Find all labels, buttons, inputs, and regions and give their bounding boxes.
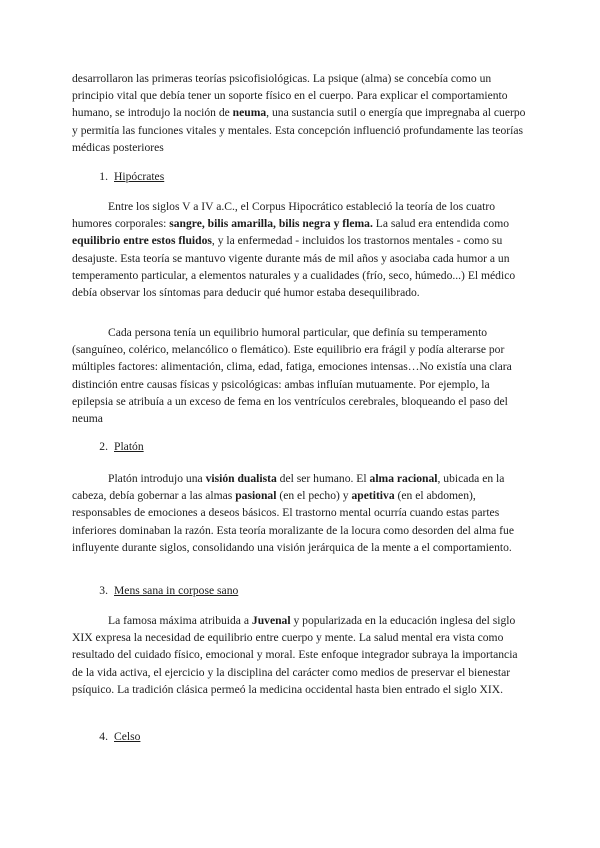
section-number: 4. — [99, 730, 108, 743]
section-title: Platón — [114, 440, 144, 453]
text-run: La famosa máxima atribuida a — [108, 614, 252, 627]
text-run: La salud era entendida como — [372, 217, 510, 231]
section-number: 3. — [99, 584, 108, 597]
text-run: (en el abdomen), responsables de emociones a deseos básicos. El trastorno mental ocurría cuando estas partes inferiores dominaban la razón. Esta teoría moralizante de la locura como desorden del alma fue influyente durante siglos, consolidando una visión jerárquica de la mente a el comportamiento. — [72, 489, 514, 554]
text-run: , y la enfermedad - incluidos los trastornos mentales - como su desajuste. Esta teoría se mantuvo vigente durante más de mil años y asociaba cada humor a un temperamento particular, a elementos naturales y a cualidades (frío, seco, húmedo...) El médico debía observar los síntomas para deducir qué humor estaba desequilibrado. — [72, 234, 516, 300]
section-number: 1. — [99, 170, 108, 183]
bold-run: alma racional — [369, 472, 438, 485]
section-title: Hipócrates — [114, 170, 165, 183]
bold-run: equilibrio entre estos fluidos — [72, 234, 212, 248]
section-1-paragraph-2 — [72, 324, 528, 427]
text-run: Platón introdujo una — [108, 472, 206, 485]
text-run: Cada persona tenía un equilibrio humoral particular, que definía su temperamento (sanguíneo, colérico, melancólico o flemático). Este equilibrio era frágil y podía alterarse por múltiples factores: alimentación, clima, edad, fatiga, emociones intensas…No existía una clara distinción entre causas físicas y psicológicas: ambas influían mutuamente. Por ejemplo, la epilepsia se atribuía a un exceso de fema en los ventrículos cerebrales, bloqueando el paso del neuma — [72, 326, 512, 426]
text-run: , ubicada en la cabeza, debía gobernar a las almas — [72, 472, 505, 503]
intro-text-2: , una sustancia sutil o energía que impregnaba al cuerpo y permitía las funciones vitales y mentales. Esta concepción influenció profundamente las teorías médicas posteriores — [72, 106, 526, 154]
section-title: Celso — [114, 730, 141, 743]
section-1-paragraph-1 — [72, 198, 528, 301]
section-title: Mens sana in corpose sano — [114, 584, 239, 597]
text-run: (en el pecho) y — [276, 489, 352, 503]
text-run: y popularizada en la educación inglesa del siglo XIX expresa la necesidad de equilibrio entre cuerpo y mente. La salud mental era vista como resultado del cuidado físico, emocional y moral. Este enfoque integrador subraya la importancia de la vida activa, el ejercicio y la disciplina del carácter como medios de preservar el bienestar psíquico. La tradición clásica permeó la medicina occidental hasta bien entrado el siglo XIX. — [72, 614, 518, 696]
text-run: Entre los siglos V a IV a.C., el Corpus Hipocrático estableció la teoría de los cuatro humores corporales: — [72, 200, 496, 231]
bold-run: visión dualista — [205, 472, 277, 485]
bold-run: apetitiva — [351, 489, 395, 503]
section-heading-3 — [72, 582, 238, 599]
section-2-paragraph-1 — [72, 470, 528, 556]
intro-bold-neuma: neuma — [232, 106, 267, 120]
bold-run: Juvenal — [251, 614, 291, 627]
section-3-paragraph-1 — [72, 612, 528, 698]
bold-run: sangre, bilis amarilla, bilis negra y flema. — [169, 217, 373, 231]
section-heading-2 — [72, 438, 144, 455]
intro-text-1: desarrollaron las primeras teorías psicofisiológicas. La psique (alma) se concebía como un principio vital que debía tener un soporte físico en el cuerpo. Para explicar el comportamiento humano, se introdujo la noción de — [72, 72, 508, 120]
bold-run: pasional — [235, 489, 277, 503]
section-heading-1 — [72, 168, 164, 185]
text-run: del ser humano. El — [276, 472, 370, 485]
intro-paragraph — [72, 70, 528, 156]
section-number: 2. — [99, 440, 108, 453]
section-heading-4 — [72, 728, 140, 745]
